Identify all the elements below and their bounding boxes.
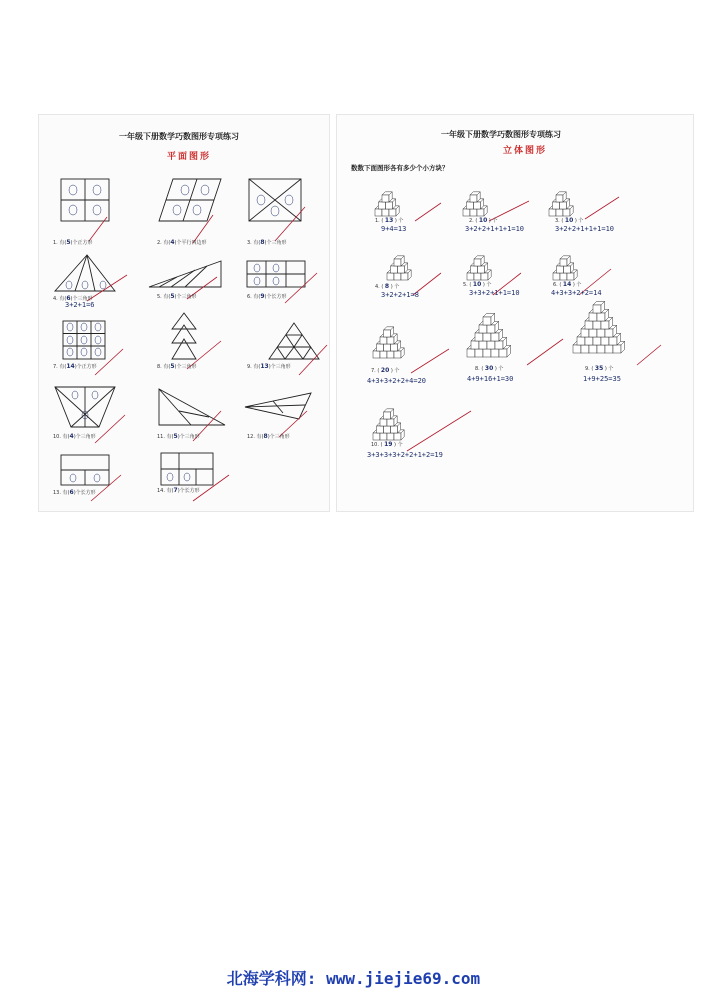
question-number: 11.	[157, 434, 165, 440]
cube	[384, 327, 394, 337]
question-suffix: )个平行四边形	[174, 240, 207, 246]
question-number: 9.	[247, 364, 252, 370]
question-suffix: )个长方形	[177, 488, 200, 494]
solid-calc-7: 4+3+3+2+2+4=20	[367, 377, 427, 385]
question-number: 7.	[53, 364, 58, 370]
question-number: 1.	[375, 218, 380, 224]
question-suffix: )个三角形	[268, 364, 291, 370]
answer-value: 8	[384, 283, 390, 290]
question-number: 3.	[555, 218, 560, 224]
answer-value: 10	[478, 217, 488, 224]
calculation-4: 3+2+1=6	[65, 301, 95, 309]
solid-calc-10: 3+3+3+3+2+2+1+2=19	[367, 451, 443, 459]
answer-value: 8	[260, 239, 265, 246]
question-number: 3.	[247, 240, 252, 246]
question-number: 6.	[553, 282, 558, 288]
question-number: 2.	[469, 218, 474, 224]
answer-value: 5	[66, 239, 71, 246]
cube	[474, 256, 484, 266]
solid-question-10: 10. ( 19 ) 个	[371, 441, 403, 448]
cube-stack-9	[569, 311, 653, 351]
answer-value: 5	[173, 433, 178, 440]
question-number: 5.	[157, 294, 162, 300]
question-prefix: 有(	[163, 294, 171, 300]
answer-value: 10	[564, 217, 574, 224]
solid-question-5: 5. ( 10 ) 个	[463, 281, 492, 288]
solid-calc-2: 3+2+2+1+1+1=10	[465, 225, 525, 233]
answer-unit: 个	[578, 218, 584, 224]
figure-6-rectangle-grid	[245, 259, 307, 289]
worksheet-title: 一年级下册数学巧数图形专项练习	[441, 130, 561, 139]
question-number: 9.	[585, 366, 590, 372]
solid-calc-4: 3+2+2+1=8	[381, 291, 419, 299]
figure-3-crossed-rectangle	[247, 177, 303, 223]
question-prefix: 有(	[62, 434, 70, 440]
answer-value: 30	[484, 365, 494, 372]
cube-stack-1	[371, 181, 421, 217]
question-number: 1.	[53, 240, 58, 246]
cube-stack-8	[463, 299, 535, 359]
section-title: 平面图形	[167, 152, 212, 162]
question-prefix: 有(	[253, 294, 261, 300]
answer-value: 6	[69, 489, 74, 496]
answer-value: 4	[170, 239, 175, 246]
answer-value: 20	[380, 367, 390, 374]
solid-calc-6: 4+3+3+2+2=14	[551, 289, 602, 297]
cube-stack-10	[371, 397, 415, 437]
question-prefix: 有(	[163, 364, 171, 370]
cube	[382, 192, 392, 202]
solid-calc-1: 9+4=13	[381, 225, 407, 233]
question-13	[53, 489, 96, 496]
answer-unit: 个	[608, 366, 614, 372]
worksheet-title: 一年级下册数学巧数图形专项练习	[119, 132, 239, 141]
figure-8-stacked-triangles	[169, 311, 199, 363]
question-number: 5.	[463, 282, 468, 288]
figure-12-wedge-triangle	[243, 391, 313, 421]
cube	[556, 192, 566, 202]
cube	[560, 256, 570, 266]
question-prefix: 有(	[166, 434, 174, 440]
question-suffix: )个正方形	[70, 240, 93, 246]
question-suffix: )个三角形	[177, 434, 200, 440]
question-suffix: )个三角形	[70, 296, 93, 302]
figure-10-trapezoid	[53, 385, 117, 429]
question-8	[157, 363, 196, 370]
cube-stack-3	[545, 177, 595, 217]
question-prefix: 有(	[256, 434, 264, 440]
answer-value: 5	[170, 363, 175, 370]
question-suffix: )个正方形	[74, 364, 97, 370]
question-suffix: )个三角形	[73, 434, 96, 440]
question-suffix: )个三角形	[174, 364, 197, 370]
question-prefix: 有(	[59, 364, 67, 370]
solid-question-4: 4. ( 8 ) 个	[375, 283, 400, 290]
answer-value: 14	[66, 363, 75, 370]
figure-5-sliced-triangle	[147, 259, 223, 289]
answer-value: 5	[170, 293, 175, 300]
solid-question-8: 8. ( 30 ) 个	[475, 365, 504, 372]
worksheet-plane-figures	[38, 114, 330, 512]
answer-value: 4	[69, 433, 74, 440]
answer-value: 10	[472, 281, 482, 288]
solid-question-7: 7. ( 20 ) 个	[371, 367, 400, 374]
answer-unit: 个	[492, 218, 498, 224]
question-7	[53, 363, 97, 370]
question-prefix: 有(	[59, 296, 67, 302]
question-3	[247, 239, 286, 246]
cube-stack-6	[549, 241, 589, 281]
question-prefix: 有(	[166, 488, 174, 494]
figure-2-parallelograms	[157, 177, 223, 223]
question-11	[157, 433, 200, 440]
question-number: 10.	[53, 434, 61, 440]
question-number: 8.	[475, 366, 480, 372]
answer-unit: 个	[394, 368, 400, 374]
question-prefix: 有(	[253, 364, 261, 370]
answer-value: 7	[173, 487, 178, 494]
worksheet-solid-figures	[336, 114, 694, 512]
answer-unit: 个	[486, 282, 492, 288]
question-number: 6.	[247, 294, 252, 300]
cube-stack-4	[383, 243, 423, 281]
cube-stack-7	[371, 313, 425, 359]
answer-value: 8	[263, 433, 268, 440]
figure-11-right-triangle	[157, 387, 227, 427]
cube-stack-5	[463, 243, 503, 281]
question-number: 7.	[371, 368, 376, 374]
footer-watermark: 北海学科网: www.jiejie69.com	[226, 969, 481, 988]
question-suffix: )个长方形	[264, 294, 287, 300]
solid-calc-3: 3+2+2+1+1+1=10	[555, 225, 615, 233]
figure-9-triangle-grid	[267, 321, 321, 361]
question-prefix: 有(	[62, 490, 70, 496]
question-2	[157, 239, 206, 246]
question-suffix: )个三角形	[264, 240, 287, 246]
answer-unit: 个	[394, 284, 400, 290]
question-number: 10.	[371, 442, 379, 448]
question-10	[53, 433, 96, 440]
figure-13-rectangle-split	[59, 453, 111, 487]
question-suffix: )个三角形	[267, 434, 290, 440]
answer-unit: 个	[498, 366, 504, 372]
cube-stack-2	[459, 181, 509, 217]
solid-calc-8: 4+9+16+1=30	[467, 375, 514, 383]
question-prefix: 有(	[253, 240, 261, 246]
section-title: 立体图形	[503, 146, 548, 156]
cube	[470, 192, 480, 202]
question-number: 4.	[53, 296, 58, 302]
question-number: 14.	[157, 488, 165, 494]
instruction-text: 数数下面图形各有多少个小方块？	[351, 164, 449, 172]
figure-4-fan-triangle	[53, 253, 117, 293]
question-prefix: 有(	[163, 240, 171, 246]
question-number: 12.	[247, 434, 255, 440]
solid-question-3: 3. ( 10 ) 个	[555, 217, 584, 224]
cube	[384, 409, 394, 419]
question-suffix: )个长方形	[73, 490, 96, 496]
solid-question-9: 9. ( 35 ) 个	[585, 365, 614, 372]
question-9	[247, 363, 291, 370]
answer-value: 13	[384, 217, 394, 224]
answer-value: 14	[562, 281, 572, 288]
question-number: 4.	[375, 284, 380, 290]
question-6	[247, 293, 286, 300]
answer-value: 9	[260, 293, 265, 300]
solid-calc-9: 1+9+25=35	[583, 375, 621, 383]
figure-1-square-grid	[59, 177, 111, 223]
solid-question-2: 2. ( 10 ) 个	[469, 217, 498, 224]
cube	[593, 301, 605, 313]
figure-7-3x3-grid	[61, 319, 107, 361]
figure-14-rectangle-split	[159, 451, 215, 487]
answer-unit: 个	[576, 282, 582, 288]
answer-unit: 个	[398, 218, 404, 224]
question-number: 8.	[157, 364, 162, 370]
answer-value: 35	[594, 365, 604, 372]
solid-question-6: 6. ( 14 ) 个	[553, 281, 582, 288]
question-prefix: 有(	[59, 240, 67, 246]
question-suffix: )个三角形	[174, 294, 197, 300]
question-1	[53, 239, 92, 246]
question-12	[247, 433, 290, 440]
solid-question-1: 1. ( 13 ) 个	[375, 217, 404, 224]
cube	[394, 256, 404, 266]
cube	[483, 313, 495, 325]
question-14	[157, 487, 200, 494]
answer-unit: 个	[397, 442, 403, 448]
question-5	[157, 293, 196, 300]
question-number: 2.	[157, 240, 162, 246]
question-number: 13.	[53, 490, 61, 496]
answer-value: 13	[260, 363, 269, 370]
answer-value: 6	[66, 295, 71, 302]
answer-value: 19	[384, 441, 393, 448]
solid-calc-5: 3+3+2+1+1=10	[469, 289, 520, 297]
